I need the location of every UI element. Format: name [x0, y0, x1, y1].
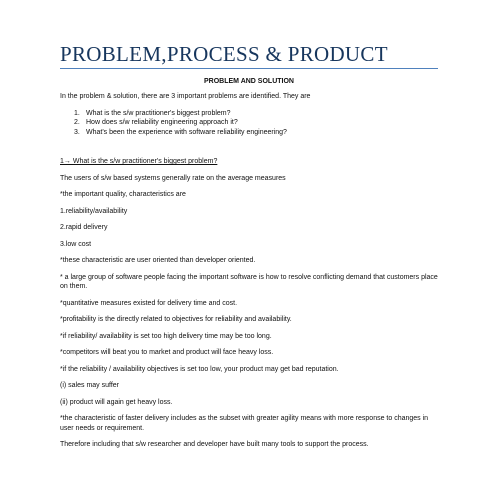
page-title: PROBLEM,PROCESS & PRODUCT [60, 42, 388, 66]
paragraph: *quantitative measures existed for delivery time and cost. [60, 299, 238, 307]
list-item: 2. How does s/w reliability engineering approach it? [74, 119, 238, 126]
list-item: 3. What's been the experience with software reliability engineering? [74, 128, 287, 136]
paragraph: 3.low cost [60, 240, 92, 248]
paragraph: *if the reliability / availability objectives is set too low, your product may get bad reputation. [60, 365, 339, 373]
paragraph: (i) sales may suffer [60, 382, 119, 389]
paragraph: (ii) product will again get heavy loss. [60, 398, 173, 406]
title-rule [60, 68, 438, 69]
intro-paragraph: In the problem & solution, there are 3 important problems are identified. They are [60, 93, 311, 100]
paragraph: * a large group of software people facing the important software is how to resolve conflicting demand that customers place on them. [60, 273, 438, 290]
paragraph: The users of s/w based systems generally rate on the average measures [60, 174, 286, 182]
document-body [60, 92, 440, 457]
paragraph: *the characteristic of faster delivery includes as the subset with greater agility means with more response to changes in user needs or requirement. [60, 415, 429, 432]
paragraph: *competitors will beat you to market and product will face heavy loss. [60, 349, 274, 356]
list-item: 1. What is the s/w practitioner's biggest problem? [74, 109, 231, 117]
problem-list [60, 109, 440, 138]
paragraph: *these characteristic are user oriented than developer oriented. [60, 257, 256, 264]
paragraph: 2.rapid delivery [60, 224, 108, 231]
paragraph: *profitability is the directly related to objectives for reliability and availability. [60, 316, 292, 323]
paragraph: *if reliability/ availability is set too high delivery time may be too long. [60, 332, 272, 340]
paragraph: *the important quality, characteristics are [60, 191, 186, 198]
paragraph: Therefore including that s/w researcher and developer have built many tools to support the process. [60, 441, 369, 448]
paragraph: 1.reliability/availability [60, 207, 128, 215]
section-subhead: PROBLEM AND SOLUTION [204, 78, 294, 85]
section-heading-link[interactable]: 1→ What is the s/w practitioner's biggest problem? [60, 158, 218, 165]
